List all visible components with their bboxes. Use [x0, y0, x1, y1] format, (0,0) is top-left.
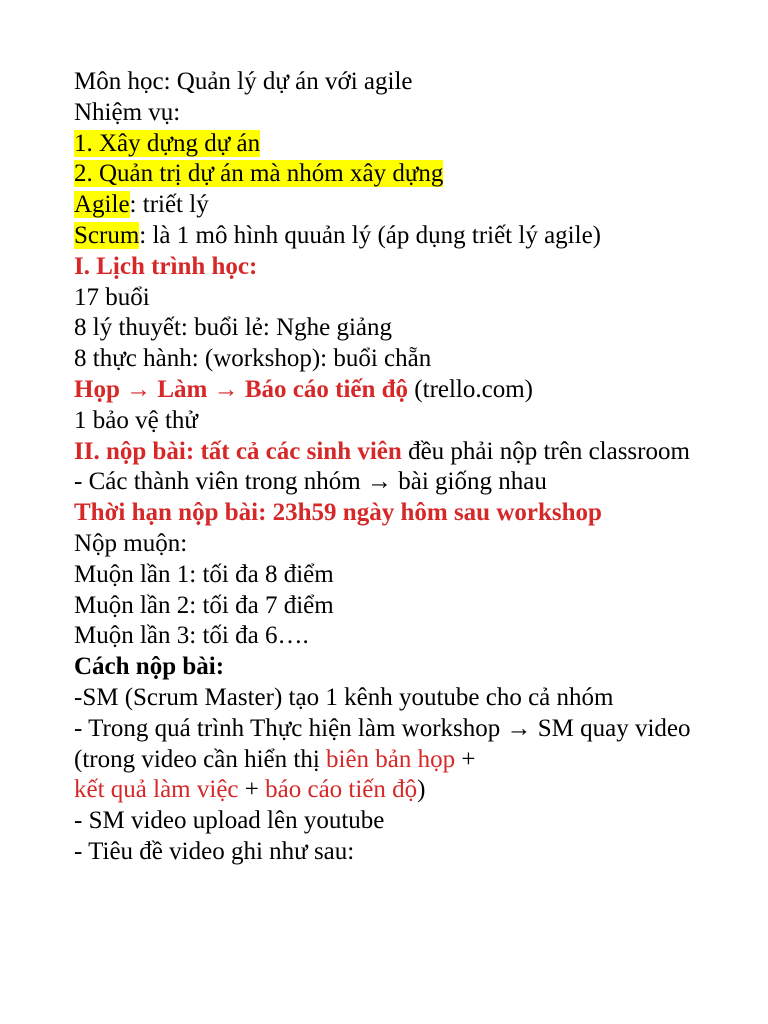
step-record-video — [74, 714, 714, 806]
agile-term: Agile — [74, 191, 130, 219]
step-title: - Tiêu đề video ghi như sau: — [74, 837, 355, 865]
section-2-title: II. nộp bài: tất cả các sinh viên — [74, 437, 402, 465]
deadline-line: Thời hạn nộp bài: 23h59 ngày hôm sau workshop — [74, 499, 602, 527]
task-item-1 — [74, 129, 714, 160]
scrum-definition — [74, 221, 714, 252]
task-item-2 — [74, 159, 714, 190]
late-item-2: Muộn lần 2: tối đa 7 điểm — [74, 591, 334, 619]
highlighted-text: 2. Quản trị dự án mà nhóm xây dựng — [74, 160, 444, 188]
late-item-1: Muộn lần 1: tối đa 8 điểm — [74, 560, 334, 588]
scrum-term: Scrum — [74, 221, 140, 249]
work-results-text: kết quả làm việc — [74, 776, 239, 804]
agile-definition — [74, 190, 714, 221]
document-page — [74, 67, 714, 868]
sessions-line: 17 buổi — [74, 283, 150, 311]
highlighted-text: 1. Xây dựng dự án — [74, 129, 261, 157]
theory-line: 8 lý thuyết: buổi lẻ: Nghe giảng — [74, 314, 393, 342]
late-item-3: Muộn lần 3: tối đa 6…. — [74, 622, 309, 650]
how-to-submit-heading: Cách nộp bài: — [74, 653, 225, 681]
workflow-line — [74, 375, 714, 406]
step-record-text: - Trong quá trình Thực hiện làm workshop → SM quay video (trong video cần hiển thị — [74, 714, 691, 773]
closing-paren: ) — [417, 776, 426, 804]
task-heading: Nhiệm vụ: — [74, 98, 181, 126]
scrum-def: : là 1 mô hình quuản lý (áp dụng triết lý agile) — [139, 221, 601, 249]
section-1-heading: I. Lịch trình học: — [74, 252, 258, 280]
agile-def: : triết lý — [129, 191, 209, 219]
progress-report-text: báo cáo tiến độ — [265, 776, 418, 804]
step-create-channel: -SM (Scrum Master) tạo 1 kênh youtube cho cả nhóm — [74, 683, 614, 711]
plus-sign: + — [455, 745, 476, 773]
members-line: - Các thành viên trong nhóm → bài giống nhau — [74, 468, 547, 496]
defense-line: 1 bảo vệ thử — [74, 406, 198, 434]
subject-line: Môn học: Quản lý dự án với agile — [74, 68, 413, 95]
practice-line: 8 thực hành: (workshop): buổi chẵn — [74, 345, 432, 373]
section-2-rest: đều phải nộp trên classroom — [401, 437, 690, 465]
workflow-steps: Họp → Làm → Báo cáo tiến độ — [74, 375, 409, 403]
late-heading: Nộp muộn: — [74, 529, 188, 557]
plus-sign: + — [238, 776, 266, 804]
section-2-heading — [74, 437, 714, 468]
step-upload: - SM video upload lên youtube — [74, 807, 385, 835]
workflow-tool: (trello.com) — [408, 375, 533, 403]
meeting-minutes-text: biên bản họp — [326, 745, 456, 773]
